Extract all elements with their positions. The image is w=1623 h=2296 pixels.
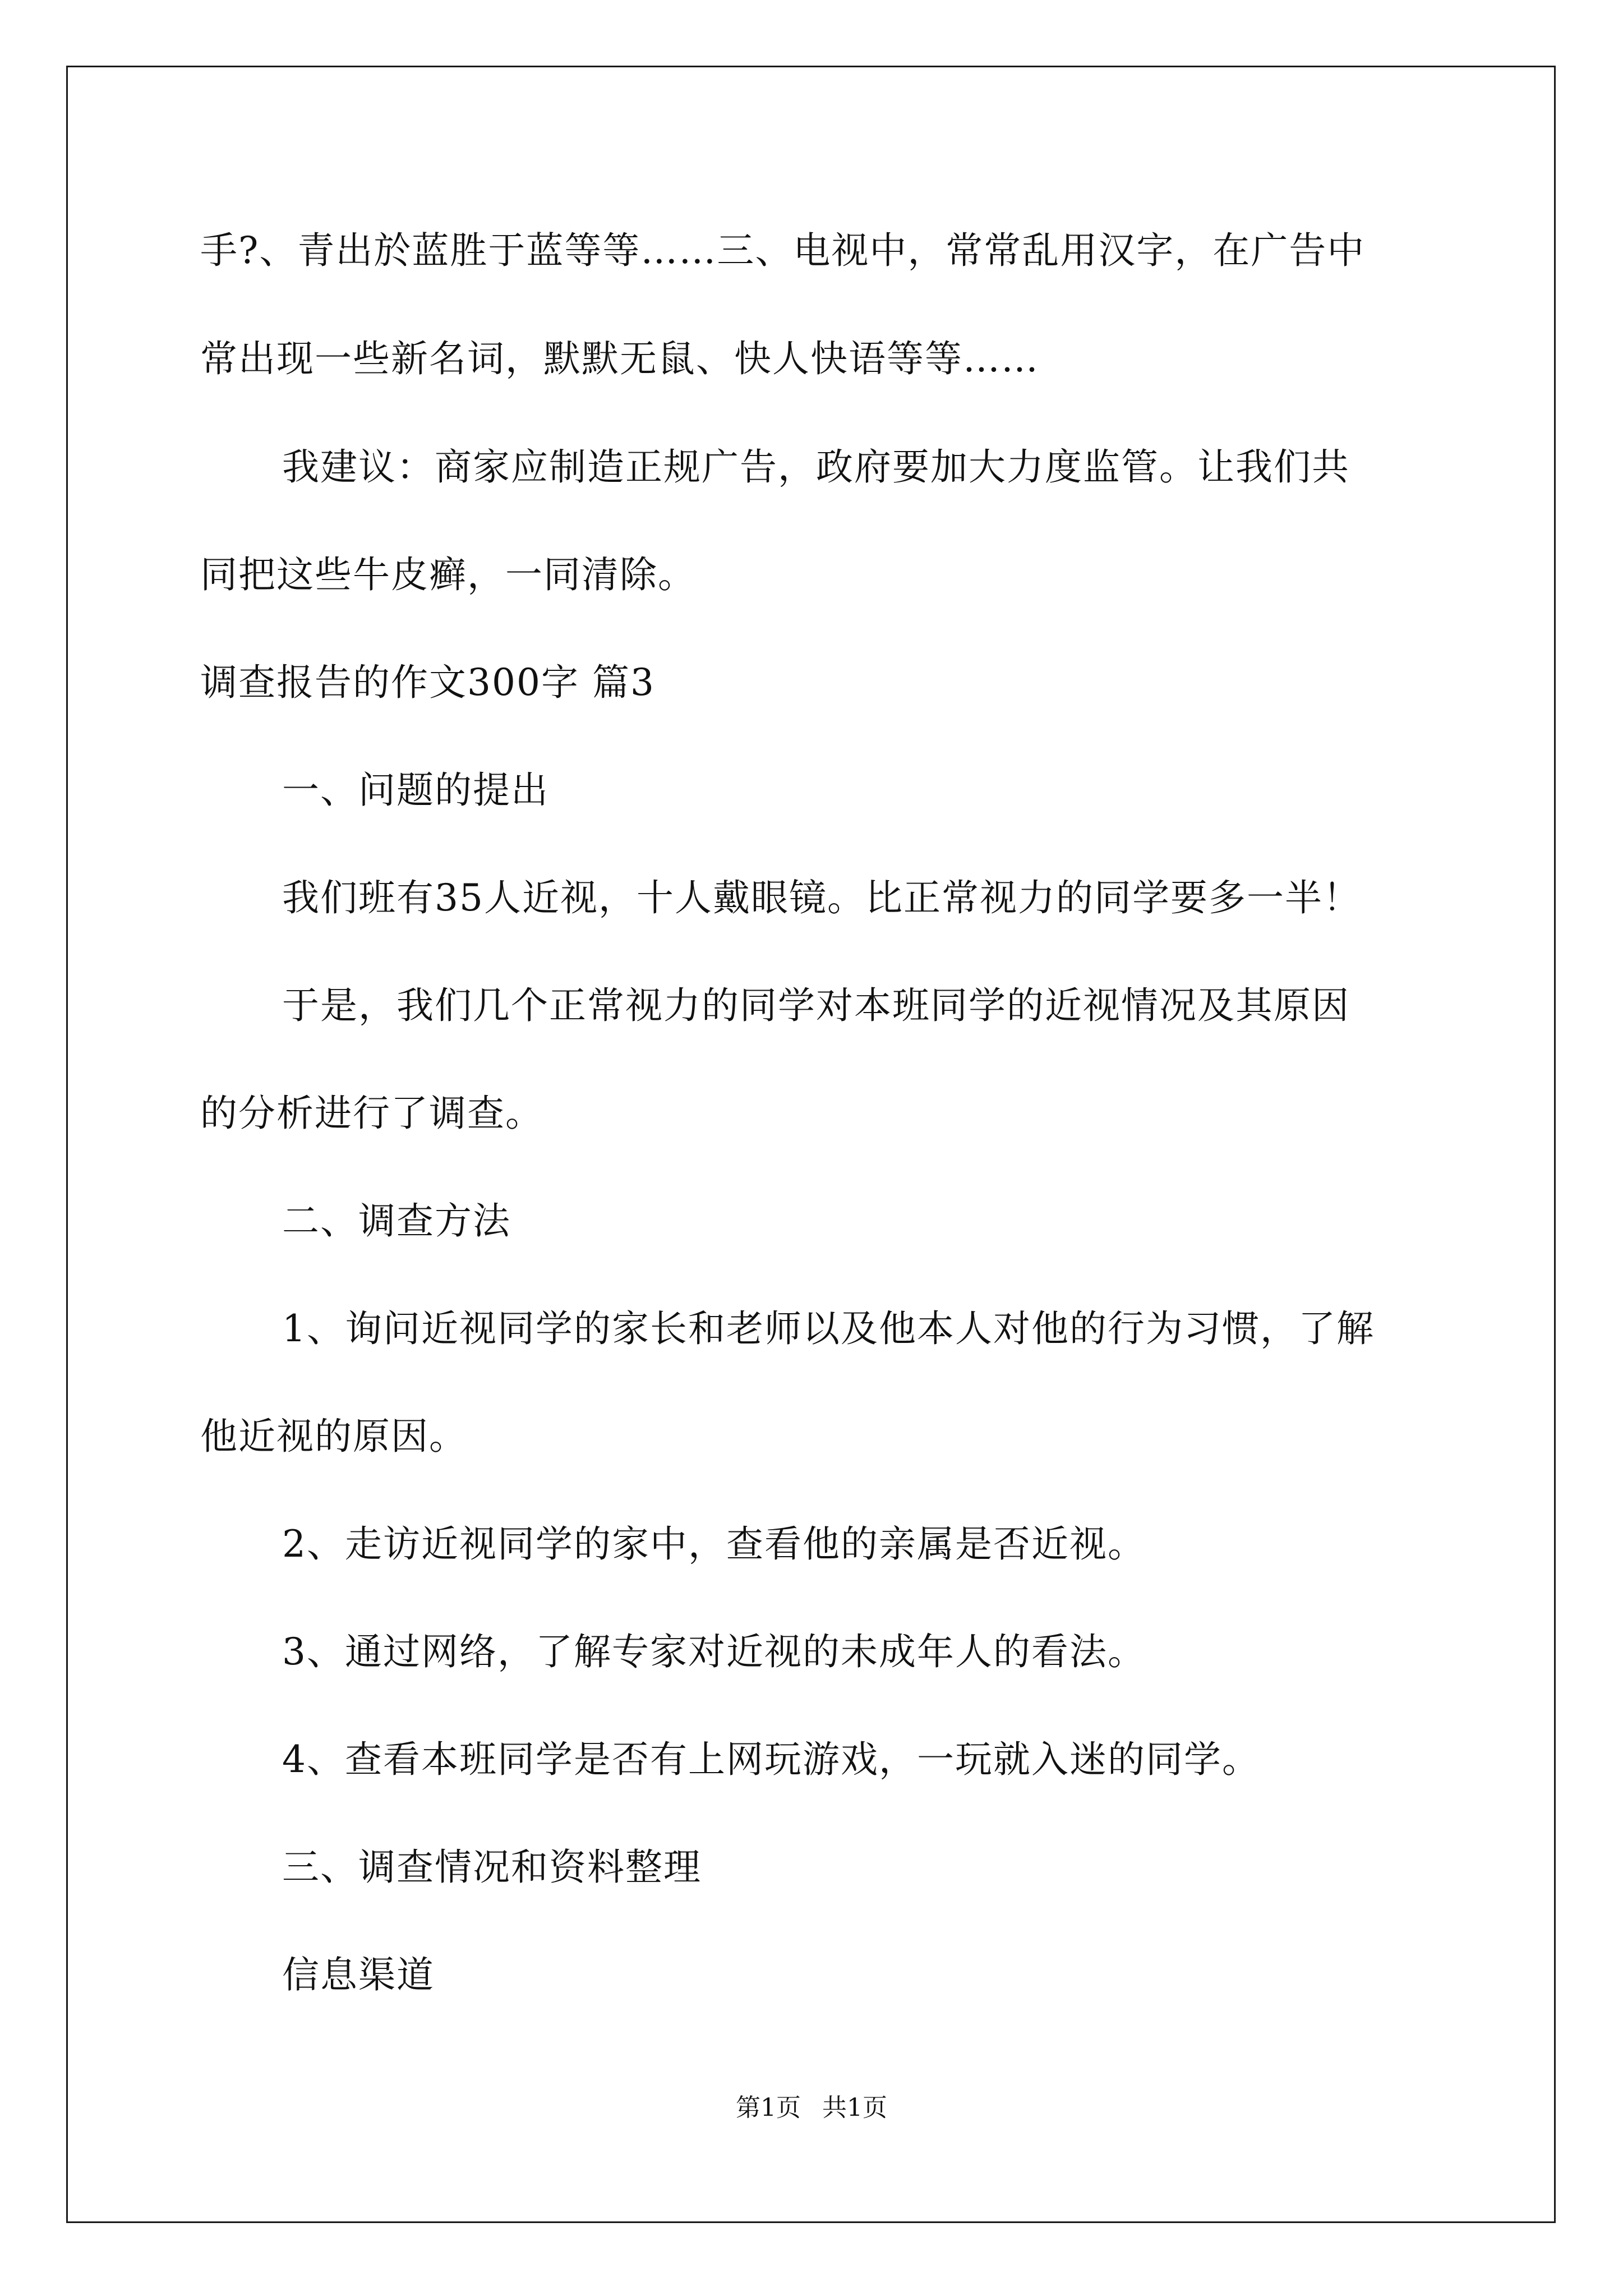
body-text-line: 他近视的原因。 <box>200 1415 467 1458</box>
sub-heading: 二、调查方法 <box>282 1199 511 1243</box>
page-border <box>66 66 1556 2223</box>
body-text-line: 的分析进行了调查。 <box>200 1092 543 1135</box>
page-number-current: 第1页 <box>736 2093 801 2122</box>
section-heading: 调查报告的作文300字 篇3 <box>200 661 655 704</box>
body-text-line: 常出现一些新名词，默默无鼠、快人快语等等…… <box>200 337 1039 380</box>
body-text-line: 3、通过网络，了解专家对近视的未成年人的看法。 <box>282 1630 1146 1673</box>
body-text-line: 同把这些牛皮癣，一同清除。 <box>200 553 696 596</box>
body-text-line: 1、询问近视同学的家长和老师以及他本人对他的行为习惯，了解 <box>282 1307 1375 1350</box>
body-text-line: 2、走访近视同学的家中，查看他的亲属是否近视。 <box>282 1522 1146 1566</box>
body-text-line: 于是，我们几个正常视力的同学对本班同学的近视情况及其原因 <box>282 984 1350 1027</box>
body-text-line: 我建议：商家应制造正规广告，政府要加大力度监管。让我们共 <box>282 445 1350 489</box>
page-number-total: 共1页 <box>822 2093 887 2122</box>
body-text-line: 手?、青出於蓝胜于蓝等等……三、电视中，常常乱用汉字，在广告中 <box>200 229 1366 272</box>
body-text-line: 4、查看本班同学是否有上网玩游戏，一玩就入迷的同学。 <box>282 1738 1260 1781</box>
sub-heading: 一、问题的提出 <box>282 769 549 812</box>
body-text-line: 我们班有35人近视，十人戴眼镜。比正常视力的同学要多一半！ <box>282 876 1361 919</box>
sub-heading: 三、调查情况和资料整理 <box>282 1846 702 1889</box>
body-text-line: 信息渠道 <box>282 1953 435 1996</box>
page-footer <box>0 2091 1623 2125</box>
